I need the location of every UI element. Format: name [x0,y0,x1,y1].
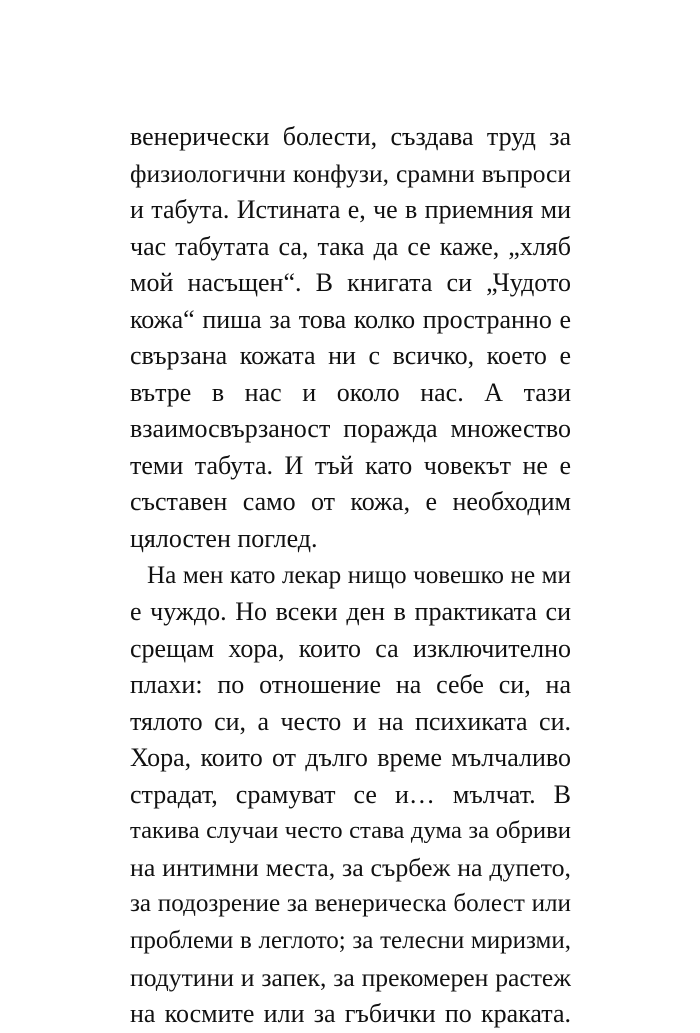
text-line: венерически болести, създава труд за [130,122,571,151]
text-line: физиологични конфузи, срамни въпроси [130,158,571,188]
text-line: на интимни места, за сърбеж на дупето, [130,852,571,882]
text-line: тялото си, а често и на психиката си. [130,706,571,736]
text-line: на космите или за гъбички по краката. [130,999,571,1029]
text-line: кожа“ пиша за това колко пространно е [130,304,571,334]
text-line: мой насъщен“. В книгата си „Чудото [130,268,571,298]
text-line: подутини и запек, за прекомерен растеж [130,962,571,992]
text-line: плахи: по отношение на себе си, на [130,670,571,700]
text-line: цялостен поглед. [130,524,318,554]
text-line: На мен като лекар нищо човешко не ми [147,561,571,589]
text-line: взаимосвързаност поражда множество [130,414,571,444]
body-text [130,119,571,1033]
text-line: е чуждо. Но всеки ден в практиката си [130,597,571,627]
paragraph-1 [130,119,571,558]
text-line: теми табута. И тъй като човекът не е [130,450,571,480]
text-line: и табута. Истината е, че в приемния ми [130,195,571,225]
paragraph-2 [130,558,571,1033]
text-line: съставен само от кожа, е необходим [130,487,571,517]
text-line: за подозрение за венерическа болест или [130,890,571,918]
text-line: страдат, срамуват се и… мълчат. В [130,779,571,809]
text-line: проблеми в леглото; за телесни миризми, [130,927,571,955]
text-line: час табутата са, така да се каже, „хляб [130,231,571,261]
text-line: свързана кожата ни с всичко, което е [130,341,571,371]
text-line: вътре в нас и около нас. А тази [130,377,571,407]
text-line: такива случаи често става дума за обриви [130,817,571,845]
text-line: срещам хора, които са изключително [130,633,571,663]
text-line: Хора, които от дълго време мълчаливо [130,743,571,773]
